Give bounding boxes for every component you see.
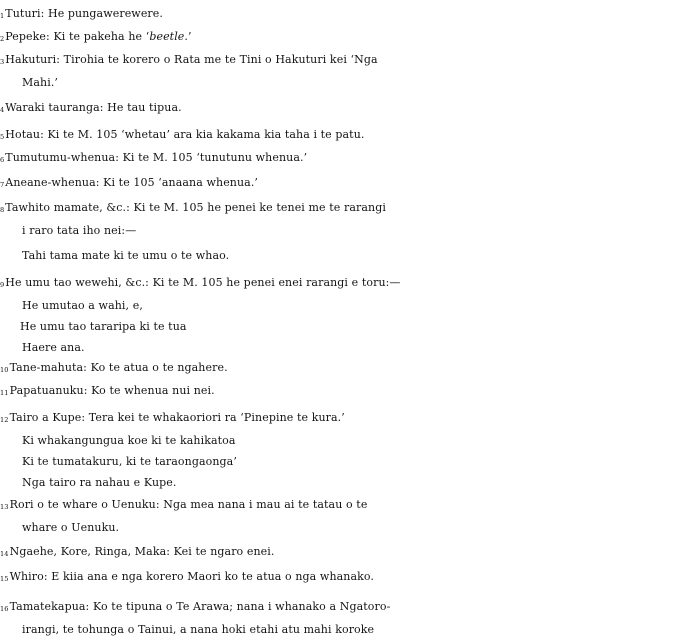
note-number: 13 <box>0 503 9 511</box>
note-text: Tuturi: He pungawerewere. <box>5 7 163 20</box>
note-number: 2 <box>0 35 5 43</box>
note-text: Hakuturi: Tirohia te korero o Rata me te Tini o Hakuturi kei ‘Nga <box>5 53 378 66</box>
note-text: Pepeke: Ki te pakeha he ‘ <box>5 30 150 43</box>
note-continuation: Mahi.’ <box>22 76 59 89</box>
note-text: Ngaehe, Kore, Ringa, Maka: Kei te ngaro enei. <box>9 545 275 558</box>
note-number: 14 <box>0 550 9 558</box>
note-text: Tawhito mamate, &c.: Ki te M. 105 he penei ke tenei me te rarangi <box>5 201 386 214</box>
note-text: Tane-mahuta: Ko te atua o te ngahere. <box>9 361 228 374</box>
note-continuation: irangi, te tohunga o Tainui, a nana hoki etahi atu mahi koroke <box>22 623 375 636</box>
verse-line: He umu tao tararipa ki te tua <box>20 320 187 333</box>
verse-line: He umutao a wahi, e, <box>22 299 143 312</box>
note-13 <box>0 494 700 538</box>
note-text: Tumutumu-whenua: Ki te M. 105 ‘tunutunu whenua.’ <box>5 151 308 164</box>
note-2 <box>0 26 700 49</box>
note-continuation: whare o Uenuku. <box>22 521 120 534</box>
note-number: 3 <box>0 58 5 66</box>
note-number: 11 <box>0 389 9 397</box>
verse-line: Tahi tama mate ki te umu o te whao. <box>22 249 230 262</box>
note-number: 15 <box>0 575 9 583</box>
verse-line: Haere ana. <box>22 341 85 354</box>
note-text: Tamatekapua: Ko te tipuna o Te Arawa; nana i whanako a Ngatoro- <box>9 600 391 613</box>
note-14 <box>0 541 700 564</box>
note-1 <box>0 3 700 26</box>
note-text: Tairo a Kupe: Tera kei te whakaoriori ra ‘Pinepine te kura.’ <box>9 411 345 424</box>
note-text: Papatuanuku: Ko te whenua nui nei. <box>9 384 215 397</box>
note-11 <box>0 380 700 403</box>
note-number: 7 <box>0 181 5 189</box>
note-number: 1 <box>0 12 5 20</box>
note-text-italic: beetle <box>149 30 185 43</box>
note-text: Aneane-whenua: Ki te 105 ‘anaana whenua.’ <box>5 176 259 189</box>
verse-line: Ki whakangungua koe ki te kahikatoa <box>22 434 236 447</box>
note-number: 6 <box>0 156 5 164</box>
note-continuation: i raro tata iho nei:— <box>22 224 137 237</box>
note-10 <box>0 357 700 380</box>
note-number: 12 <box>0 416 9 424</box>
note-number: 8 <box>0 206 5 214</box>
note-15 <box>0 566 700 589</box>
note-number: 10 <box>0 366 9 374</box>
note-text: Hotau: Ki te M. 105 ‘whetau’ ara kia kakama kia taha i te patu. <box>5 128 365 141</box>
verse-line: Nga tairo ra nahau e Kupe. <box>22 476 177 489</box>
note-text: .’ <box>184 30 192 43</box>
note-6 <box>0 147 700 170</box>
note-5 <box>0 124 700 147</box>
note-7 <box>0 172 700 195</box>
note-text: Rori o te whare o Uenuku: Nga mea nana i mau ai te tatau o te <box>9 498 368 511</box>
note-number: 16 <box>0 605 9 613</box>
note-text: He umu tao wewehi, &c.: Ki te M. 105 he penei enei rarangi e toru:— <box>5 276 401 289</box>
note-3 <box>0 49 700 93</box>
note-text: Waraki tauranga: He tau tipua. <box>5 101 182 114</box>
note-16 <box>0 596 700 640</box>
note-number: 5 <box>0 133 5 141</box>
note-number: 9 <box>0 281 5 289</box>
note-9 <box>0 272 700 358</box>
note-12 <box>0 407 700 493</box>
note-4 <box>0 97 700 120</box>
note-text: Whiro: E kiia ana e nga korero Maori ko te atua o nga whanako. <box>9 570 375 583</box>
note-number: 4 <box>0 106 5 114</box>
verse-line: Ki te tumatakuru, ki te taraongaonga’ <box>22 455 237 468</box>
note-8 <box>0 197 700 266</box>
